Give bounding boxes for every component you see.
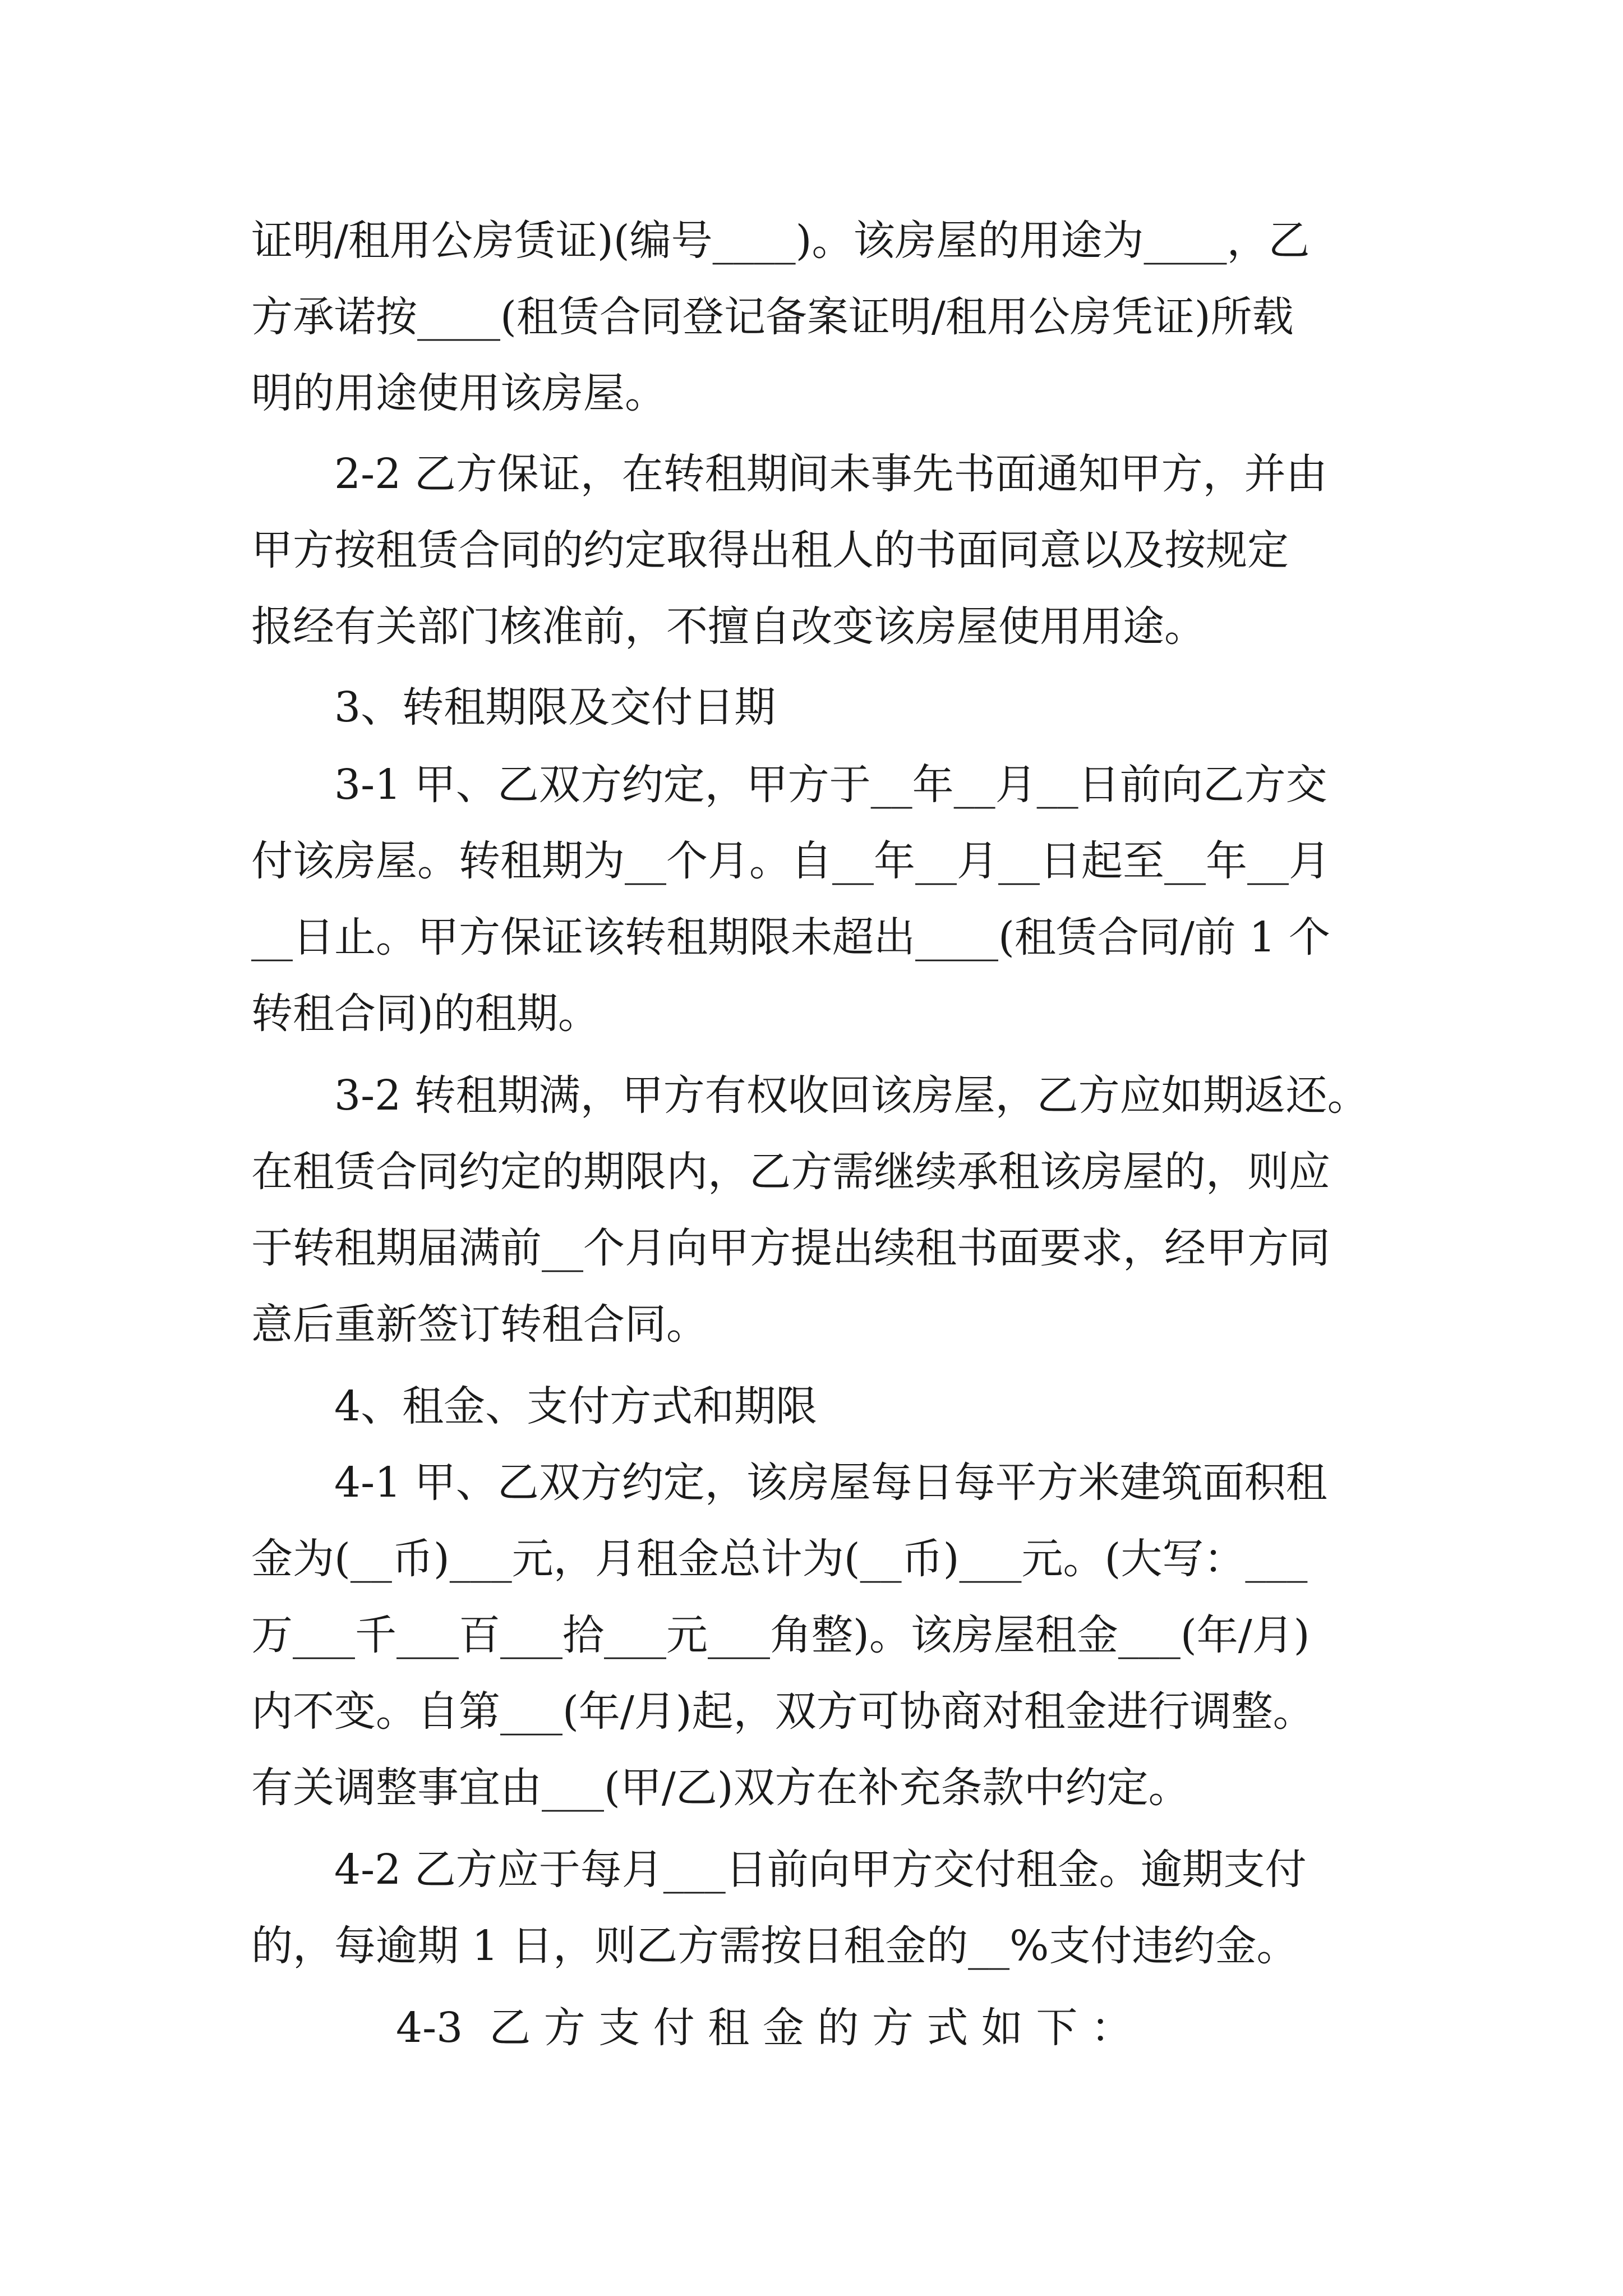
- text-line: 在租赁合同约定的期限内，乙方需继续承租该房屋的，则应: [251, 1148, 1330, 1196]
- text-line: 甲方按租赁合同的约定取得出租人的书面同意以及按规定: [251, 526, 1289, 574]
- text-line: 3-1 甲、乙双方约定，甲方于__年__月__日前向乙方交: [334, 761, 1327, 809]
- text-line: 付该房屋。转租期为__个月。自__年__月__日起至__年__月: [251, 837, 1330, 885]
- text-line: 报经有关部门核准前，不擅自改变该房屋使用用途。: [251, 602, 1206, 651]
- section-heading: 4、租金、支付方式和期限: [334, 1382, 818, 1430]
- text-line: 万___千___百___拾___元___角整)。该房屋租金___(年/月): [251, 1611, 1310, 1659]
- text-line: 明的用途使用该房屋。: [251, 369, 666, 417]
- text-line: 的，每逾期 1 日，则乙方需按日租金的__%支付违约金。: [251, 1922, 1298, 1970]
- text-line: 有关调整事宜由___(甲/乙)双方在补充条款中约定。: [251, 1764, 1190, 1812]
- text-line: 转租合同)的租期。: [251, 990, 600, 1038]
- text-line: 方承诺按____(租赁合同登记备案证明/租用公房凭证)所载: [251, 293, 1294, 341]
- text-line: 4-2 乙方应于每月___日前向甲方交付租金。逾期支付: [334, 1846, 1307, 1894]
- text-line: 2-2 乙方保证，在转租期间未事先书面通知甲方，并由: [334, 450, 1327, 498]
- text-line: 证明/租用公房赁证)(编号____)。该房屋的用途为____，乙: [251, 217, 1310, 265]
- text-line: 金为(__币)___元，月租金总计为(__币)___元。(大写：___: [251, 1535, 1308, 1583]
- text-line: 意后重新签订转租合同。: [251, 1300, 708, 1349]
- text-line: 内不变。自第___(年/月)起，双方可协商对租金进行调整。: [251, 1687, 1315, 1736]
- text-line: __日止。甲方保证该转租期限未超出____(租赁合同/前 1 个: [251, 913, 1330, 961]
- text-line: 于转租期届满前__个月向甲方提出续租书面要求，经甲方同: [251, 1224, 1330, 1272]
- text-line: 4-1 甲、乙双方约定，该房屋每日每平方米建筑面积租: [334, 1458, 1327, 1507]
- text-line: 3-2 转租期满，甲方有权收回该房屋，乙方应如期返还。: [334, 1071, 1369, 1120]
- section-heading: 3、转租期限及交付日期: [334, 683, 776, 731]
- text-line: 4-3 乙 方 支 付 租 金 的 方 式 如 下 ：: [396, 2004, 1132, 2052]
